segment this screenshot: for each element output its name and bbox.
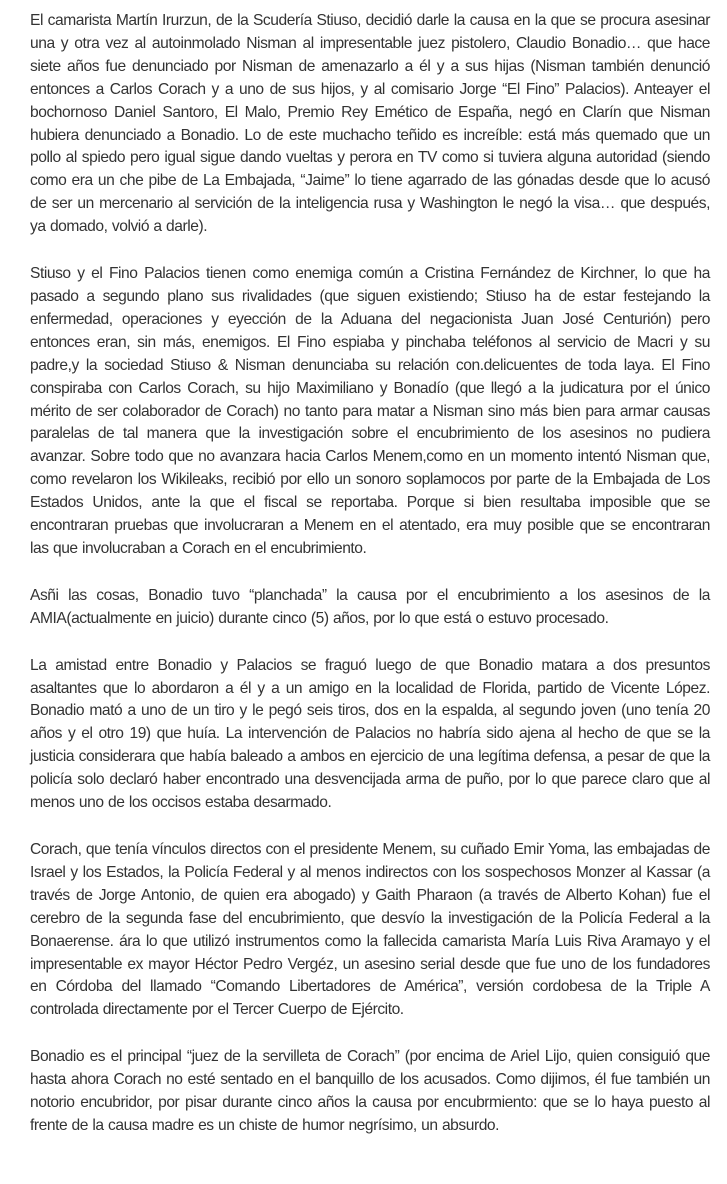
paragraph-4: La amistad entre Bonadio y Palacios se fraguó luego de que Bonadio matara a dos presuntos asaltantes que lo abordaron a él y a un amigo en la localidad de Florida, partido de Vicente López. Bonadio mató a uno de un tiro y le pegó seis tiros, dos en la espalda, al segundo joven (uno tenía 20 años y el otro 19) que huía. La intervención de Palacios no habría sido ajena al hecho de que se la justicia considerara que había baleado a ambos en ejercicio de una legítima defensa, a pesar de que la policía solo declaró haber encontrado una desvencijada arma de puño, por lo que parece claro que al menos uno de los occisos estaba desarmado.	[30, 656, 710, 812]
paragraph-5: Corach, que tenía vínculos directos con el presidente Menem, su cuñado Emir Yoma, las embajadas de Israel y los Estados, la Policía Federal y al menos indirectos con los sospechosos Monzer al Kassar (a través de Jorge Antonio, de quien era abogado) y Gaith Pharaon (a través de Alberto Kohan) fue el cerebro de la segunda fase del encubrimiento, que desvío la investigación de la Policía Federal a la Bonaerense. ára lo que utilizó instrumentos como la fallecida camarista María Luis Riva Aramayo y el impresentable ex mayor Héctor Pedro Vergéz, un asesino serial desde que fue uno de los fundadores en Córdoba del llamado “Comando Libertadores de América”, versión cordobesa de la Triple A controlada directamente por el Tercer Cuerpo de Ejército.	[30, 841, 710, 1019]
paragraph-3: Asñi las cosas, Bonadio tuvo “planchada” la causa por el encubrimiento a los asesinos de la AMIA(actualmente en juicio) durante cinco (5) años, por lo que está o estuvo procesado.	[30, 586, 710, 627]
paragraph-2: Stiuso y el Fino Palacios tienen como enemiga común a Cristina Fernández de Kirchner, lo que ha pasado a segundo plano sus rivalidades (que siguen existiendo; Stiuso ha de estar festejando la enfermedad, operaciones y eyección de la Aduana del negacionista Juan José Centurión) pero entonces eran, sin más, enemigos. El Fino espiaba y pinchaba teléfonos al servicio de Macri y su padre,y la sociedad Stiuso & Nisman denunciaba su relación con.delicuentes de toda laya. El Fino conspiraba con Carlos Corach, su hijo Maximiliano y Bonadío (que llegó a la judicatura por el único mérito de ser colaborador de Corach) no tanto para matar a Nisman sino más bien para armar causas paralelas de tal manera que la investigación sobre el encubrimiento de los asesinos no pudiera avanzar. Sobre todo que no avanzara hacia Carlos Menem,como en un momento intentó Nisman que, como revelaron los Wikileaks, recibió por ello un sonoro soplamocos por parte de la Embajada de Los Estados Unidos, ante la que el fiscal se reportaba. Porque si bien resultaba imposible que se encontraran pruebas que involucraran a Menem en el atentado, era muy posible que se encontraran las que involucraban a Corach en el encubrimiento.	[30, 265, 710, 557]
paragraph-6: Bonadio es el principal “juez de la servilleta de Corach” (por encima de Ariel Lijo, quien consiguió que hasta ahora Corach no esté sentado en el banquillo de los acusados. Como dijimos, él fue también un notorio encubridor, por pisar durante cinco años la causa por encubrmiento: que se lo haya puesto al frente de la causa madre es un chiste de humor negrísimo, un absurdo.	[30, 1048, 710, 1134]
article-body	[30, 10, 710, 1138]
paragraph-1: El camarista Martín Irurzun, de la Scudería Stiuso, decidió darle la causa en la que se procura asesinar una y otra vez al autoinmolado Nisman al impresentable juez pistolero, Claudio Bonadio… que hace siete años fue denunciado por Nisman de amenazarlo a él y a sus hijas (Nisman también denunció entonces a Carlos Corach y a uno de sus hijos, y al comisario Jorge “El Fino” Palacios). Anteayer el bochornoso Daniel Santoro, El Malo, Premio Rey Emético de España, negó en Clarín que Nisman hubiera denunciado a Bonadio. Lo de este muchacho teñido es increíble: está más quemado que un pollo al spiedo pero igual sigue dando vueltas y perora en TV como si tuviera alguna autoridad (siendo como era un che pibe de La Embajada, “Jaime” lo tiene agarrado de las gónadas desde que lo acusó de ser un mercenario al servición de la inteligencia rusa y Washington le negó la visa… que después, ya domado, volvió a darle).	[30, 12, 710, 236]
